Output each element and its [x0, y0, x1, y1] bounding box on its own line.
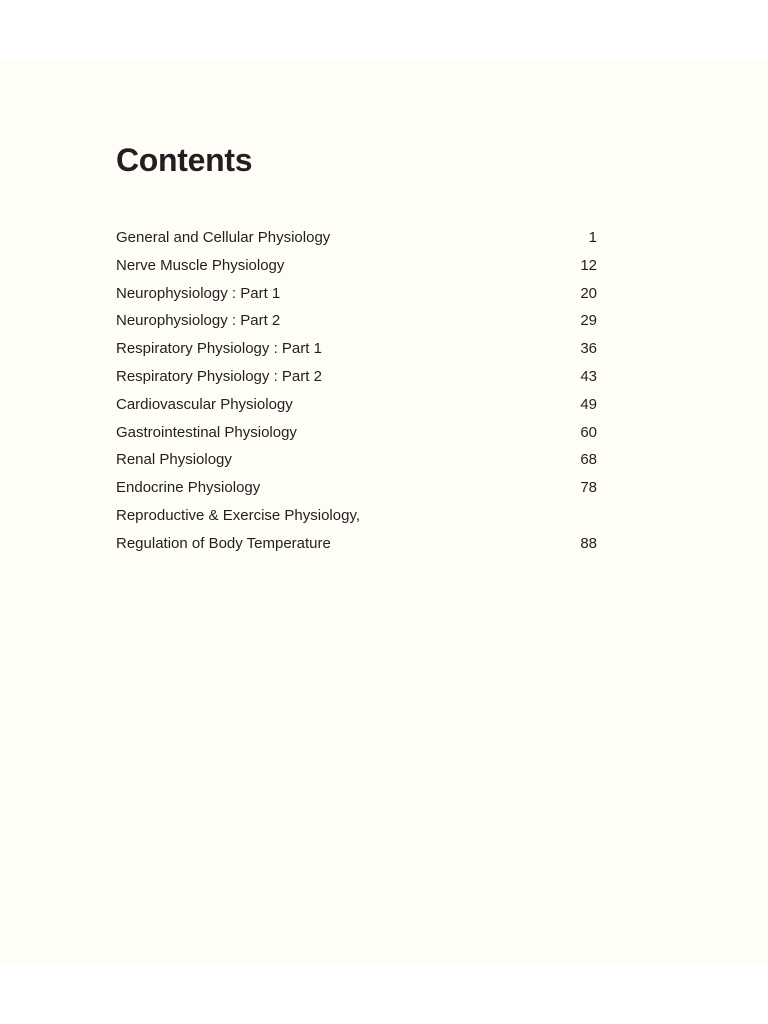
toc-entry-page: 43 — [580, 367, 597, 385]
toc-entry-page: 36 — [580, 340, 597, 358]
toc-entry-title: Gastrointestinal Physiology — [116, 423, 297, 441]
toc-entry — [116, 391, 597, 419]
toc-entry-title: Endocrine Physiology — [116, 479, 261, 497]
toc-entry — [116, 363, 597, 391]
toc-entry-title: Neurophysiology : Part 2 — [116, 312, 281, 330]
toc-entry-title: Respiratory Physiology : Part 1 — [116, 340, 322, 358]
toc-entry-title: Respiratory Physiology : Part 2 — [116, 367, 322, 385]
toc-entry-title: Regulation of Body Temperature — [116, 534, 331, 552]
toc-entry-page: 20 — [580, 284, 597, 302]
toc-entry — [116, 446, 597, 474]
toc-entry-page: 60 — [580, 423, 597, 441]
toc-entry-title: Cardiovascular Physiology — [116, 395, 293, 413]
toc-entry — [116, 335, 597, 363]
toc-entry — [116, 530, 597, 558]
toc-entry-page: 68 — [580, 451, 597, 469]
toc-entry-title: Reproductive & Exercise Physiology, — [116, 506, 360, 524]
toc-entry-page: 88 — [580, 534, 597, 552]
toc-entry-page: 49 — [580, 395, 597, 413]
toc-entry-page: 12 — [580, 256, 597, 274]
toc-entry-page: 1 — [588, 229, 597, 246]
toc-entry-page: 78 — [580, 479, 597, 497]
toc-entry — [116, 474, 597, 502]
toc-entry-page: 29 — [580, 312, 597, 330]
toc-entry — [116, 307, 597, 335]
toc-entry — [116, 502, 597, 530]
toc-entry — [116, 252, 597, 280]
table-of-contents — [116, 224, 597, 558]
toc-entry-title: Neurophysiology : Part 1 — [116, 284, 281, 302]
toc-entry-title: Renal Physiology — [116, 451, 232, 469]
toc-entry — [116, 419, 597, 447]
toc-entry — [116, 224, 597, 252]
toc-entry-title: General and Cellular Physiology — [116, 229, 331, 246]
toc-entry — [116, 280, 597, 308]
document-page — [0, 60, 768, 964]
page-title: Contents — [116, 142, 253, 178]
toc-entry-title: Nerve Muscle Physiology — [116, 256, 285, 274]
